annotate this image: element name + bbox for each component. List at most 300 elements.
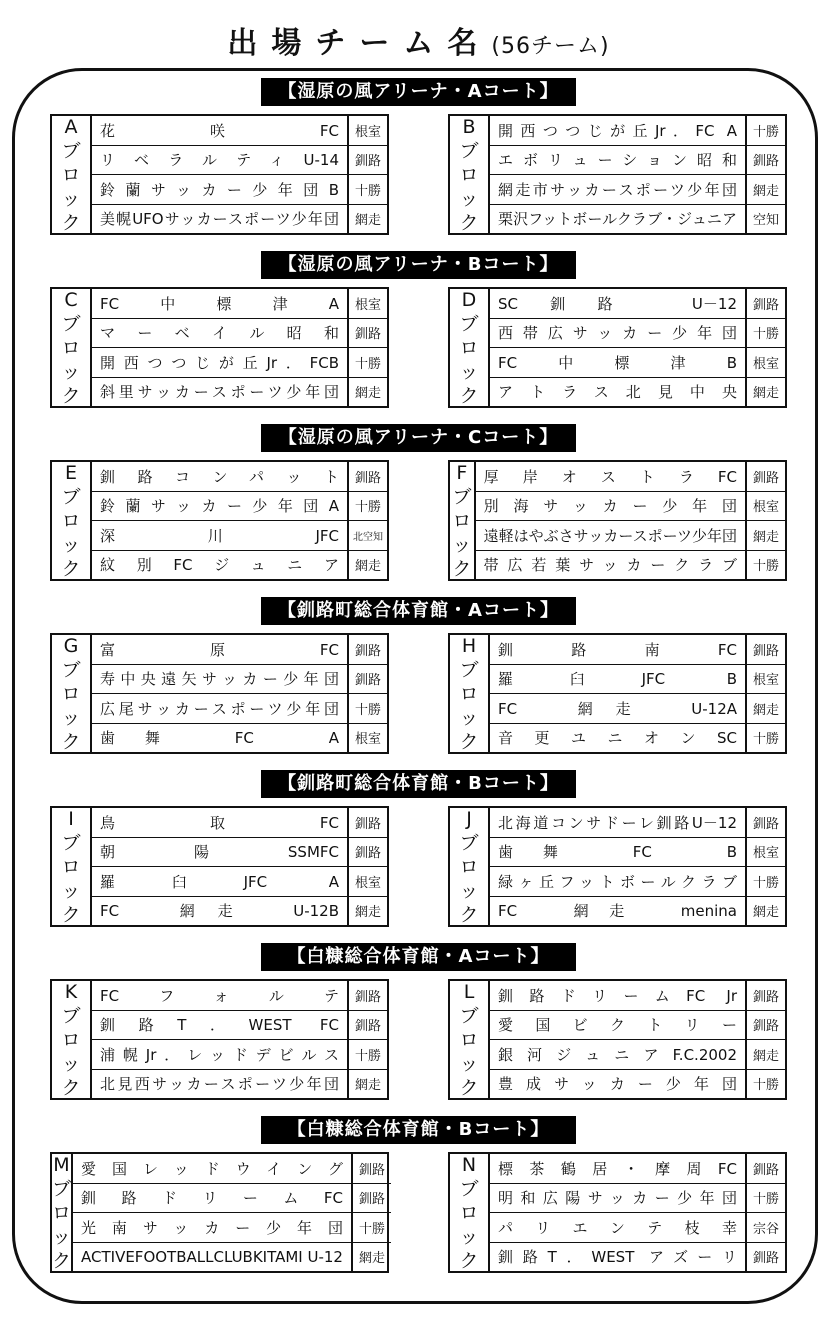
team-name-cell	[490, 116, 747, 145]
block-label-char: ブ	[61, 139, 81, 162]
team-row	[490, 694, 785, 724]
team-row	[490, 1243, 785, 1272]
block-label-char: ッ	[459, 1052, 479, 1075]
team-row	[476, 521, 785, 551]
team-name: パリエンテ枝幸	[498, 1218, 737, 1237]
team-region: 釧路	[752, 1019, 779, 1035]
team-name-cell	[92, 808, 349, 837]
team-name: 鳥取FC	[100, 813, 339, 832]
block-label	[450, 1154, 490, 1271]
page-title-count: (56チーム)	[491, 34, 610, 59]
team-list	[490, 289, 785, 406]
team-region: 根室	[752, 356, 779, 372]
block-label-char: ク	[459, 211, 479, 234]
team-name-cell	[490, 1243, 747, 1272]
team-region: 根室	[752, 500, 779, 516]
team-name-cell	[92, 378, 349, 407]
team-name-cell	[92, 319, 349, 348]
block-label-char: ブ	[459, 139, 479, 162]
team-region: 根室	[354, 875, 381, 891]
team-list	[490, 1154, 785, 1271]
team-name-cell	[92, 492, 349, 521]
team-name: リベラルティU-14	[100, 151, 339, 170]
team-name-cell	[490, 1040, 747, 1069]
team-name-cell	[92, 1011, 349, 1040]
team-region: 十勝	[354, 356, 381, 372]
team-name-cell	[490, 319, 747, 348]
team-row	[490, 348, 785, 378]
team-name-cell	[490, 694, 747, 723]
team-name: FC中標津B	[498, 353, 737, 372]
team-name-cell	[490, 665, 747, 694]
team-name-cell	[490, 635, 747, 664]
team-region: 釧路	[752, 297, 779, 313]
block-letter: A	[64, 115, 78, 138]
team-name: 愛国レッドウイング	[81, 1159, 343, 1178]
team-region: 釧路	[354, 643, 381, 659]
team-name-cell	[490, 1070, 747, 1099]
team-row	[490, 289, 785, 319]
team-region: 空知	[752, 213, 779, 229]
team-name: 寿中央遠矢サッカー少年団	[100, 670, 339, 689]
block-label	[52, 116, 92, 233]
block-table	[448, 1152, 787, 1273]
team-region: 釧路	[354, 673, 381, 689]
team-region: 十勝	[752, 327, 779, 343]
team-row	[92, 116, 387, 146]
team-region: 釧路	[354, 1019, 381, 1035]
team-name-cell	[92, 175, 349, 204]
block-label-char: ッ	[61, 1052, 81, 1075]
team-name: 鈴蘭サッカー少年団B	[100, 180, 339, 199]
court-title	[50, 597, 787, 633]
team-row	[490, 1040, 785, 1070]
team-region: 釧路	[752, 1251, 779, 1267]
team-row	[490, 175, 785, 205]
team-name: 釧路T．WEST アズーリ	[498, 1248, 737, 1267]
team-row	[92, 551, 387, 580]
team-name: 開西つつじが丘Jr．FCB	[100, 353, 339, 372]
team-region: 網走	[752, 386, 779, 402]
team-name: SC釧路 U－12	[498, 294, 737, 313]
team-name: 釧路ドリームFC	[81, 1189, 343, 1208]
team-region: 根室	[354, 297, 381, 313]
team-region: 十勝	[752, 1078, 779, 1094]
block-label-char: ク	[52, 1249, 72, 1272]
team-name: 鈴蘭サッカー少年団A	[100, 497, 339, 516]
block-label-char: ク	[459, 1076, 479, 1099]
block-label	[450, 635, 490, 752]
team-row	[490, 724, 785, 753]
team-row	[92, 1070, 387, 1099]
team-row	[92, 635, 387, 665]
team-name: 花 咲 FC	[100, 121, 339, 140]
team-region: 網走	[752, 905, 779, 921]
team-list	[92, 981, 387, 1098]
team-region: 十勝	[752, 124, 779, 140]
block-table	[448, 287, 787, 408]
team-name-cell	[73, 1213, 353, 1242]
block-label	[52, 635, 92, 752]
team-region: 釧路	[358, 1162, 385, 1178]
block-label-char: ブ	[452, 485, 472, 508]
block-table	[448, 806, 787, 927]
team-list	[92, 808, 387, 925]
team-name-cell	[490, 205, 747, 234]
team-name: エボリューション昭和	[498, 151, 737, 170]
block-table	[50, 287, 389, 408]
team-region: 網走	[752, 702, 779, 718]
team-row	[92, 838, 387, 868]
team-region: 十勝	[354, 702, 381, 718]
team-name-cell	[490, 1213, 747, 1242]
team-region: 十勝	[354, 500, 381, 516]
team-region: 根室	[752, 673, 779, 689]
team-list	[476, 462, 785, 579]
block-label	[52, 808, 92, 925]
block-label-char: ロ	[459, 682, 479, 705]
block-label-char: ロ	[61, 855, 81, 878]
team-name: 斜里サッカースポーツ少年団	[100, 383, 339, 402]
team-row	[92, 319, 387, 349]
team-name: 広尾サッカースポーツ少年団	[100, 699, 339, 718]
team-region: 北空知	[353, 531, 383, 543]
team-row	[73, 1184, 391, 1214]
team-name-cell	[490, 1154, 747, 1183]
team-name: 別海サッカー少年団	[483, 497, 737, 516]
team-name-cell	[92, 1070, 349, 1099]
court-title-text: 【釧路町総合体育館・Bコート】	[261, 770, 576, 798]
team-region: 網走	[354, 559, 381, 575]
block-label-char: ロ	[61, 336, 81, 359]
team-row	[92, 694, 387, 724]
block-label-char: ロ	[459, 855, 479, 878]
block-letter: L	[463, 980, 475, 1003]
team-name: 帯広若葉サッカークラブ	[483, 556, 737, 575]
team-name: 豊成サッカー少年団	[498, 1075, 737, 1094]
block-label-char: ッ	[459, 360, 479, 383]
team-region: 十勝	[354, 183, 381, 199]
team-name-cell	[490, 146, 747, 175]
court-title-text: 【湿原の風アリーナ・Aコート】	[261, 78, 576, 106]
court-title	[50, 770, 787, 806]
block-label-char: ク	[459, 384, 479, 407]
team-row	[490, 1070, 785, 1099]
team-name: 遠軽はやぶさサッカースポーツ少年団	[483, 526, 737, 545]
block-label-char: ロ	[459, 1028, 479, 1051]
team-name: 北見西サッカースポーツ少年団	[100, 1075, 339, 1094]
team-row	[490, 1213, 785, 1243]
team-name-cell	[490, 348, 747, 377]
page-title	[0, 18, 837, 62]
team-region: 釧路	[354, 989, 381, 1005]
team-name: 浦幌Jr．レッドデビルス	[100, 1045, 339, 1064]
team-name: 開西つつじが丘Jr．FC A	[498, 121, 737, 140]
block-label-char: ク	[61, 211, 81, 234]
block-table	[448, 114, 787, 235]
team-name: 音更ユニオンSC	[498, 729, 737, 748]
block-label-char: ロ	[52, 1201, 72, 1224]
court-title-text: 【湿原の風アリーナ・Bコート】	[261, 251, 576, 279]
team-name-cell	[92, 867, 349, 896]
team-row	[73, 1154, 391, 1184]
block-label-char: ッ	[61, 706, 81, 729]
team-region: 十勝	[358, 1221, 385, 1237]
block-label	[450, 116, 490, 233]
team-name: 釧路ドリームFC Jr	[498, 986, 737, 1005]
court-title	[50, 78, 787, 114]
team-row	[92, 492, 387, 522]
block-label-char: ブ	[52, 1177, 72, 1200]
block-letter: G	[63, 634, 79, 657]
team-name-cell	[92, 981, 349, 1010]
team-name: FC中標津A	[100, 294, 339, 313]
team-row	[92, 378, 387, 407]
block-label-char: ッ	[459, 1225, 479, 1248]
team-row	[73, 1213, 391, 1243]
block-label-char: ブ	[61, 658, 81, 681]
block-label	[52, 462, 92, 579]
team-name: FC 網走 U-12B	[100, 902, 339, 921]
block-label-char: ク	[452, 557, 472, 580]
team-region: 網走	[752, 1048, 779, 1064]
team-name: 西帯広サッカー少年団	[498, 324, 737, 343]
block-label-char: ッ	[61, 360, 81, 383]
block-label-char: ロ	[61, 1028, 81, 1051]
block-label-char: ロ	[61, 509, 81, 532]
team-name-cell	[92, 146, 349, 175]
block-letter: N	[461, 1153, 477, 1176]
block-label	[52, 981, 92, 1098]
team-name-cell	[476, 492, 747, 521]
team-row	[490, 665, 785, 695]
team-name: 緑ヶ丘フットボールクラブ	[498, 872, 737, 891]
team-region: 網走	[354, 386, 381, 402]
team-name-cell	[92, 289, 349, 318]
team-region: 釧路	[354, 470, 381, 486]
block-label-char: ロ	[452, 509, 472, 532]
team-name-cell	[476, 521, 747, 550]
team-region: 釧路	[752, 470, 779, 486]
team-list	[490, 116, 785, 233]
team-name-cell	[490, 175, 747, 204]
block-letter: H	[461, 634, 477, 657]
block-table	[50, 460, 389, 581]
team-row	[92, 981, 387, 1011]
team-list	[490, 635, 785, 752]
team-name-cell	[73, 1243, 353, 1272]
block-label-char: ロ	[459, 1201, 479, 1224]
team-row	[92, 462, 387, 492]
team-row	[476, 492, 785, 522]
team-list	[92, 635, 387, 752]
team-name: 羅臼JFC A	[100, 872, 339, 891]
block-label-char: ク	[459, 730, 479, 753]
team-name-cell	[490, 838, 747, 867]
team-name: マーベイル昭和	[100, 324, 339, 343]
team-name: 光南サッカー少年団	[81, 1218, 343, 1237]
block-label-char: ブ	[459, 1004, 479, 1027]
team-name-cell	[490, 289, 747, 318]
team-row	[490, 319, 785, 349]
team-row	[490, 838, 785, 868]
team-row	[92, 289, 387, 319]
team-name: 釧路南FC	[498, 640, 737, 659]
team-row	[490, 981, 785, 1011]
block-table	[448, 460, 787, 581]
court-title	[50, 251, 787, 287]
team-name: 厚岸オストラFC	[483, 467, 737, 486]
team-name: 北海道コンサドーレ釧路U－12	[498, 813, 737, 832]
team-name-cell	[92, 724, 349, 753]
team-name-cell	[92, 665, 349, 694]
team-name-cell	[92, 897, 349, 926]
team-row	[490, 897, 785, 926]
team-name-cell	[92, 348, 349, 377]
team-row	[490, 1184, 785, 1214]
block-label-char: ロ	[459, 163, 479, 186]
team-name-cell	[490, 981, 747, 1010]
team-region: 釧路	[358, 1192, 385, 1208]
team-region: 釧路	[752, 154, 779, 170]
team-row	[490, 867, 785, 897]
team-name: 羅臼JFC B	[498, 670, 737, 689]
court-title-text: 【白糠総合体育館・Aコート】	[261, 943, 576, 971]
team-name-cell	[92, 694, 349, 723]
team-name-cell	[73, 1184, 353, 1213]
block-letter: I	[68, 807, 74, 830]
team-row	[92, 205, 387, 234]
team-row	[490, 808, 785, 838]
block-label-char: ロ	[61, 682, 81, 705]
block-label-char: ッ	[459, 187, 479, 210]
team-region: 十勝	[354, 1048, 381, 1064]
team-row	[92, 724, 387, 753]
block-label-char: ブ	[459, 312, 479, 335]
team-name-cell	[92, 462, 349, 491]
team-name-cell	[490, 867, 747, 896]
block-label	[450, 462, 476, 579]
block-label-char: ブ	[459, 1177, 479, 1200]
team-list	[92, 289, 387, 406]
block-letter: D	[461, 288, 477, 311]
team-name: 網走市サッカースポーツ少年団	[498, 180, 737, 199]
team-name: 紋別FCジュニア	[100, 556, 339, 575]
court-title	[50, 943, 787, 979]
team-region: 根室	[354, 732, 381, 748]
block-label-char: ブ	[61, 831, 81, 854]
block-label-char: ブ	[459, 658, 479, 681]
team-row	[490, 635, 785, 665]
team-name: 富原FC	[100, 640, 339, 659]
team-row	[92, 146, 387, 176]
team-region: 釧路	[354, 327, 381, 343]
team-region: 網走	[752, 183, 779, 199]
team-region: 十勝	[752, 559, 779, 575]
team-row	[92, 175, 387, 205]
team-region: 釧路	[354, 154, 381, 170]
block-label-char: ク	[459, 903, 479, 926]
team-row	[490, 1011, 785, 1041]
block-table	[50, 979, 389, 1100]
team-name: 歯舞 FC B	[498, 843, 737, 862]
team-name-cell	[73, 1154, 353, 1183]
team-region: 網走	[354, 1078, 381, 1094]
team-name: 美幌UFOサッカースポーツ少年団	[100, 210, 339, 229]
team-name: 釧路コンパット	[100, 467, 339, 486]
court-title-text: 【白糠総合体育館・Bコート】	[261, 1116, 576, 1144]
team-name-cell	[92, 205, 349, 234]
block-label-char: ッ	[452, 533, 472, 556]
team-name-cell	[490, 378, 747, 407]
block-letter: J	[466, 807, 472, 830]
team-row	[92, 521, 387, 551]
team-row	[73, 1243, 391, 1272]
page-title-main: 出場チーム名	[227, 26, 492, 61]
team-row	[476, 551, 785, 580]
team-region: 十勝	[752, 732, 779, 748]
team-name: FC 網走 menina	[498, 902, 737, 921]
block-label	[52, 1154, 73, 1271]
block-label-char: ブ	[61, 312, 81, 335]
team-name: ACTIVEFOOTBALLCLUBKITAMI U-12	[81, 1247, 343, 1266]
block-label-char: ッ	[61, 187, 81, 210]
block-label-char: ク	[459, 1249, 479, 1272]
team-row	[490, 116, 785, 146]
team-region: 網走	[358, 1251, 385, 1267]
team-name-cell	[92, 1040, 349, 1069]
block-letter: E	[64, 461, 77, 484]
court-title	[50, 1116, 787, 1152]
team-name: FC 網走 U-12A	[498, 699, 737, 718]
team-list	[490, 981, 785, 1098]
team-row	[476, 462, 785, 492]
team-region: 宗谷	[752, 1221, 779, 1237]
team-name: アトラス北見中央	[498, 383, 737, 402]
block-label-char: ッ	[459, 879, 479, 902]
team-name: FCフォルテ	[100, 986, 339, 1005]
team-region: 網走	[752, 529, 779, 545]
team-row	[490, 1154, 785, 1184]
court-title-text: 【釧路町総合体育館・Aコート】	[261, 597, 576, 625]
team-name-cell	[476, 462, 747, 491]
team-region: 十勝	[752, 875, 779, 891]
team-name: 深 川 JFC	[100, 526, 339, 545]
block-table	[50, 806, 389, 927]
team-region: 根室	[354, 124, 381, 140]
block-label	[450, 289, 490, 406]
team-name: 明和広陽サッカー少年団	[498, 1189, 737, 1208]
block-label	[450, 981, 490, 1098]
block-table	[50, 1152, 389, 1273]
team-list	[92, 116, 387, 233]
block-label-char: ク	[61, 1076, 81, 1099]
team-region: 十勝	[752, 1192, 779, 1208]
block-label-char: ブ	[61, 485, 81, 508]
team-name-cell	[92, 116, 349, 145]
block-table	[50, 633, 389, 754]
team-name: 銀河ジュニアF.C.2002	[498, 1045, 737, 1064]
team-row	[92, 897, 387, 926]
team-name: 標茶鶴居・摩周FC	[498, 1159, 737, 1178]
team-name-cell	[490, 1011, 747, 1040]
block-table	[50, 114, 389, 235]
block-label-char: ク	[61, 903, 81, 926]
team-row	[92, 808, 387, 838]
team-region: 根室	[752, 846, 779, 862]
team-list	[73, 1154, 391, 1271]
team-region: 釧路	[354, 816, 381, 832]
